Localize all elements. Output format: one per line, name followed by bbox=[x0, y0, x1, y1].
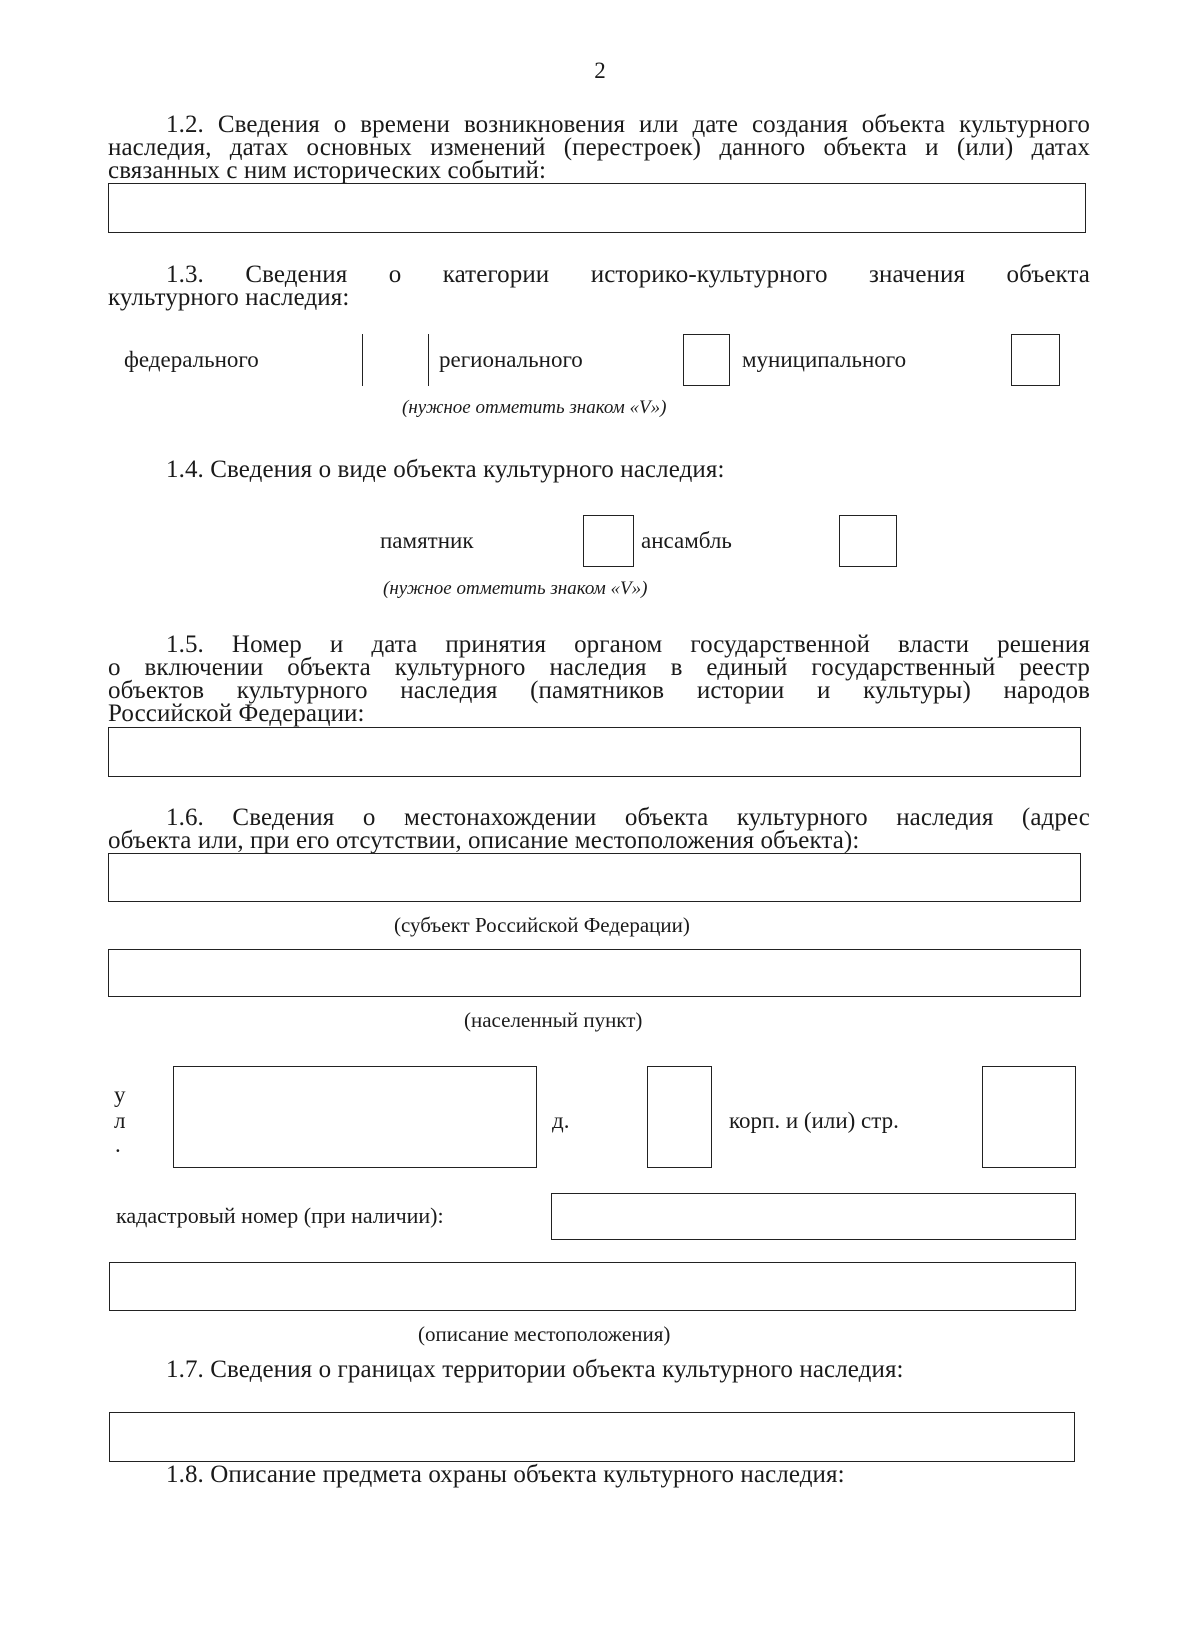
monument-checkbox[interactable] bbox=[583, 515, 634, 567]
territory-boundaries-field[interactable] bbox=[109, 1412, 1075, 1462]
federation-subject-field[interactable] bbox=[108, 853, 1081, 902]
locality-caption: (населенный пункт) bbox=[464, 1008, 643, 1032]
section-1-5-line4: Российской Федерации: bbox=[108, 700, 365, 727]
location-description-field[interactable] bbox=[109, 1262, 1076, 1311]
label-federal: федерального bbox=[124, 347, 259, 372]
section-1-5-line3: объектов культурного наследия (памятников истории и культуры) народов bbox=[108, 677, 1090, 704]
label-regional: регионального bbox=[439, 347, 583, 372]
regional-checkbox[interactable] bbox=[683, 334, 730, 386]
section-1-2-line2: наследия, датах основных изменений (перестроек) данного объекта и (или) датах bbox=[108, 134, 1090, 161]
location-description-caption: (описание местоположения) bbox=[418, 1322, 671, 1346]
section-1-8-title: 1.8. Описание предмета охраны объекта культурного наследия: bbox=[166, 1461, 845, 1488]
federation-subject-caption: (субъект Российской Федерации) bbox=[394, 913, 690, 937]
section-1-4-title: 1.4. Сведения о виде объекта культурного наследия: bbox=[166, 456, 725, 483]
section-1-3-line1: 1.3. Сведения о категории историко-культурного значения объекта bbox=[166, 261, 1090, 288]
section-1-5-line1: 1.5. Номер и дата принятия органом государственной власти решения bbox=[166, 631, 1090, 658]
cadastral-label: кадастровый номер (при наличии): bbox=[116, 1203, 444, 1228]
house-field[interactable] bbox=[647, 1066, 712, 1168]
label-municipal: муниципального bbox=[742, 347, 907, 372]
section-1-3-line2: культурного наследия: bbox=[108, 284, 350, 311]
section-1-5-text bbox=[108, 633, 1090, 725]
section-1-2-text bbox=[108, 113, 1090, 182]
house-label: д. bbox=[552, 1108, 570, 1133]
street-label-u: у bbox=[114, 1082, 126, 1107]
registry-decision-field[interactable] bbox=[108, 727, 1081, 777]
section-1-3-text bbox=[108, 263, 1090, 309]
federal-checkbox-right-edge[interactable] bbox=[428, 334, 429, 386]
federal-checkbox-left-edge[interactable] bbox=[362, 334, 363, 386]
type-note: (нужное отметить знаком «V») bbox=[383, 578, 648, 599]
cadastral-number-field[interactable] bbox=[551, 1193, 1076, 1240]
street-label-dot: . bbox=[115, 1132, 121, 1157]
creation-date-field[interactable] bbox=[108, 183, 1086, 233]
label-ensemble: ансамбль bbox=[641, 528, 732, 553]
locality-field[interactable] bbox=[108, 949, 1081, 997]
section-1-7-title: 1.7. Сведения о границах территории объекта культурного наследия: bbox=[166, 1356, 904, 1383]
section-1-5-line2: о включении объекта культурного наследия в единый государственный реестр bbox=[108, 654, 1090, 681]
ensemble-checkbox[interactable] bbox=[839, 515, 897, 567]
category-note: (нужное отметить знаком «V») bbox=[402, 397, 667, 418]
street-label-l: л bbox=[114, 1108, 126, 1133]
building-label: корп. и (или) стр. bbox=[729, 1108, 899, 1133]
municipal-checkbox[interactable] bbox=[1011, 334, 1060, 386]
building-field[interactable] bbox=[982, 1066, 1076, 1168]
street-field[interactable] bbox=[173, 1066, 537, 1168]
page-number: 2 bbox=[594, 58, 606, 83]
section-1-6-line1: 1.6. Сведения о местонахождении объекта культурного наследия (адрес bbox=[166, 804, 1090, 831]
section-1-2-line1: 1.2. Сведения о времени возникновения или дате создания объекта культурного bbox=[166, 111, 1090, 138]
section-1-2-line3: связанных с ним исторических событий: bbox=[108, 157, 547, 184]
section-1-6-line2: объекта или, при его отсутствии, описание местоположения объекта): bbox=[108, 827, 860, 854]
section-1-6-text bbox=[108, 806, 1090, 852]
label-monument: памятник bbox=[380, 528, 474, 553]
